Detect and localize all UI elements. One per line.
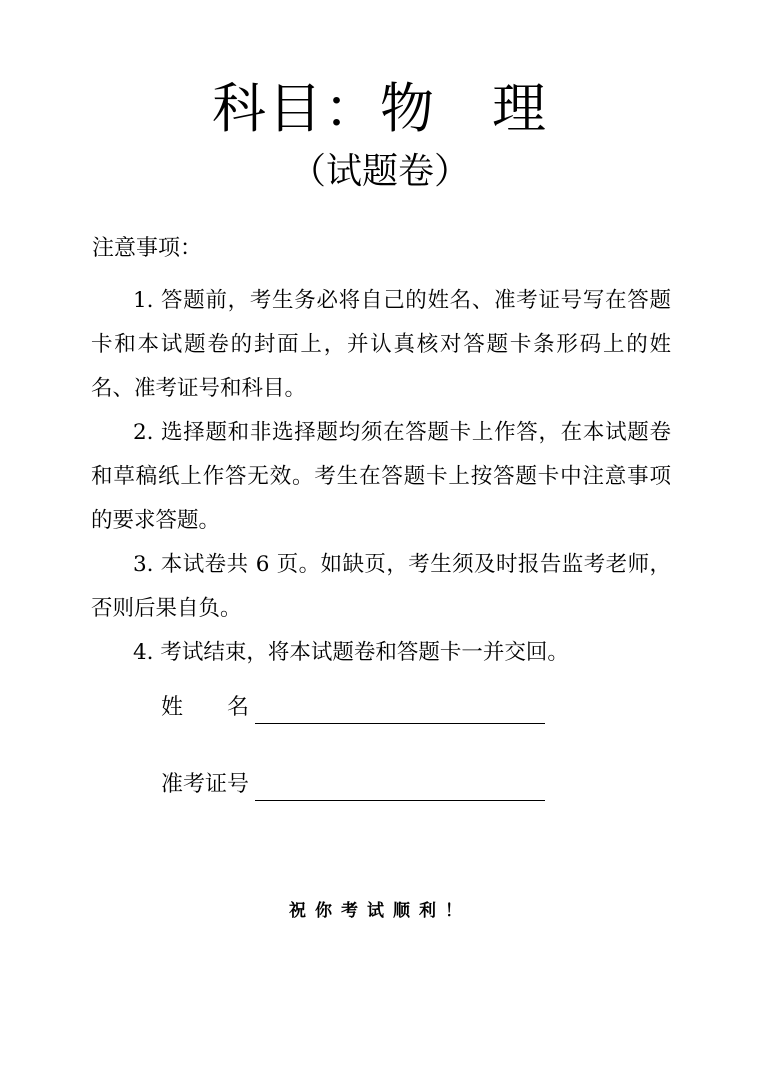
notice-item-3: 3. 本试卷共 6 页。如缺页，考生须及时报告监考老师，否则后果自负。 <box>91 552 671 621</box>
page-title: 科目：物 理 <box>212 77 548 140</box>
exam-id-blank-line[interactable] <box>255 770 545 801</box>
exam-id-field <box>161 767 545 801</box>
notice-item-1: 1. 答题前，考生务必将自己的姓名、准考证号写在答题卡和本试题卷的封面上，并认真核对答题卡条形码上的姓名、准考证号和科目。 <box>91 288 671 401</box>
page-subtitle: （试题卷） <box>289 151 470 192</box>
good-luck-message: 祝你考试顺利！ <box>289 901 471 921</box>
notice-heading: 注意事项： <box>92 236 203 261</box>
name-field <box>161 690 545 724</box>
exam-id-label: 准考证号 <box>161 772 250 797</box>
name-blank-line[interactable] <box>255 693 545 724</box>
notice-item-4: 4. 考试结束，将本试题卷和答题卡一并交回。 <box>133 640 569 665</box>
notice-item-2: 2. 选择题和非选择题均须在答题卡上作答，在本试题卷和草稿纸上作答无效。考生在答题卡上按答题卡中注意事项的要求答题。 <box>91 420 671 533</box>
name-label: 姓 名 <box>161 695 250 720</box>
notice-list <box>91 279 671 675</box>
